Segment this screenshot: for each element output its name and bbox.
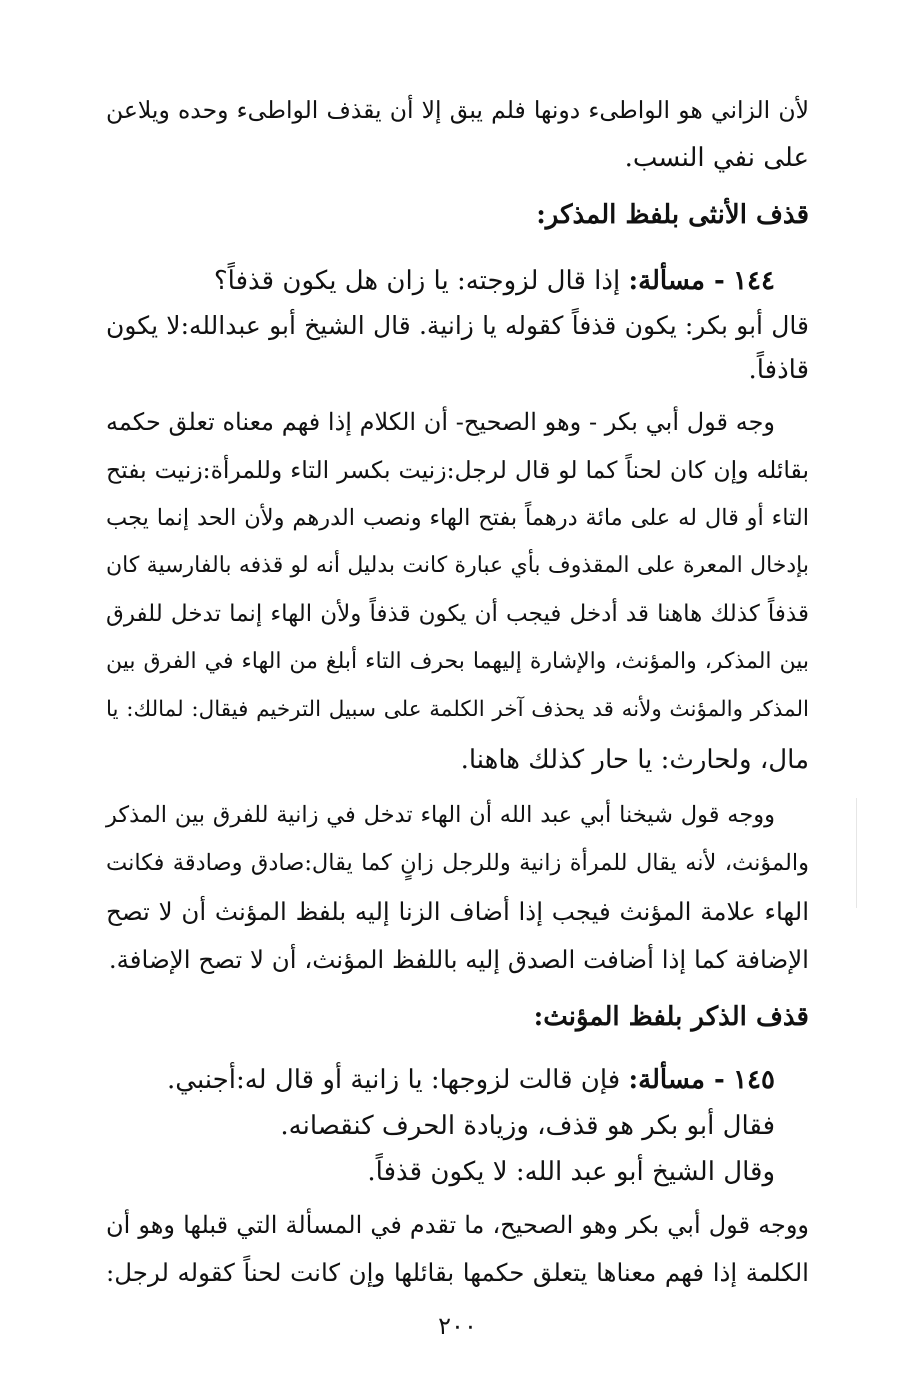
question-text: فإن قالت لزوجها: يا زانية أو قال له:أجنبي. [167,1065,621,1095]
text-line: الهاء علامة المؤنث فيجب إذا أضاف الزنا إليه بلفظ المؤنث أن لا تصح [106,897,809,926]
text-line: على نفي النسب. [624,143,809,173]
text-line: التاء أو قال له على مائة درهماً بفتح الهاء ونصب الدرهم ولأن الحد إنما يجب [106,505,809,531]
text-line: الإضافة كما إذا أضافت الصدق إليه باللفظ المؤنث، أن لا تصح الإضافة. [108,945,809,974]
question-number: ١٤٥ [733,1065,775,1095]
text-line: لأن الزاني هو الواطىء دونها فلم يبق إلا أن يقذف الواطىء وحده ويلاعن [106,96,809,124]
question-label: - مسألة: [628,266,725,296]
text-line: قاذفاً. [748,355,809,385]
text-line: قال أبو بكر: يكون قذفاً كقوله يا زانية. قال الشيخ أبو عبدالله:لا يكون [106,311,809,340]
text-line: فقال أبو بكر هو قذف، وزيادة الحرف كنقصانه. [280,1111,775,1141]
question-number: ١٤٤ [733,266,775,296]
section-heading: قذف الذكر بلفظ المؤنث: [533,1002,809,1032]
text-line: مال، ولحارث: يا حار كذلك هاهنا. [460,745,809,775]
question-145 [167,1067,775,1093]
text-line: بإدخال المعرة على المقذوف بأي عبارة كانت بدليل أنه لو قذفه بالفارسية كان [106,553,809,578]
text-line: ووجه قول شيخنا أبي عبد الله أن الهاء تدخل في زانية للفرق بين المذكر [106,802,775,828]
question-text: إذا قال لزوجته: يا زان هل يكون قذفاً؟ [213,266,621,296]
text-line: المذكر والمؤنث ولأنه قد يحذف آخر الكلمة على سبيل الترخيم فيقال: لمالك: يا [106,697,809,722]
text-line: وجه قول أبي بكر - وهو الصحيح- أن الكلام إذا فهم معناه تعلق حكمه [106,408,775,436]
text-line: والمؤنث، لأنه يقال للمرأة زانية وللرجل زانٍ كما يقال:صادق وصادقة فكانت [106,850,809,876]
question-144 [214,268,775,294]
text-line: بين المذكر، والمؤنث، والإشارة إليهما بحرف التاء أبلغ من الهاء في الفرق بين [106,649,809,674]
text-line: الكلمة إذا فهم معناها يتعلق حكمها بقائلها وإن كانت لحناً كقوله لرجل: [106,1258,809,1287]
scan-mark [856,798,857,908]
text-line: ووجه قول أبي بكر وهو الصحيح، ما تقدم في المسألة التي قبلها وهو أن [106,1211,809,1239]
text-line: وقال الشيخ أبو عبد الله: لا يكون قذفاً. [367,1157,775,1187]
question-label: - مسألة: [628,1065,725,1095]
page-number: ٢٠٠ [438,1312,477,1340]
text-line: بقائله وإن كان لحناً كما لو قال لرجل:زنيت بكسر التاء وللمرأة:زنيت بفتح [106,456,809,484]
section-heading: قذف الأنثى بلفظ المذكر: [536,200,809,230]
text-line: قذفاً كذلك هاهنا قد أدخل فيجب أن يكون قذفاً ولأن الهاء إنما تدخل للفرق [106,601,809,627]
